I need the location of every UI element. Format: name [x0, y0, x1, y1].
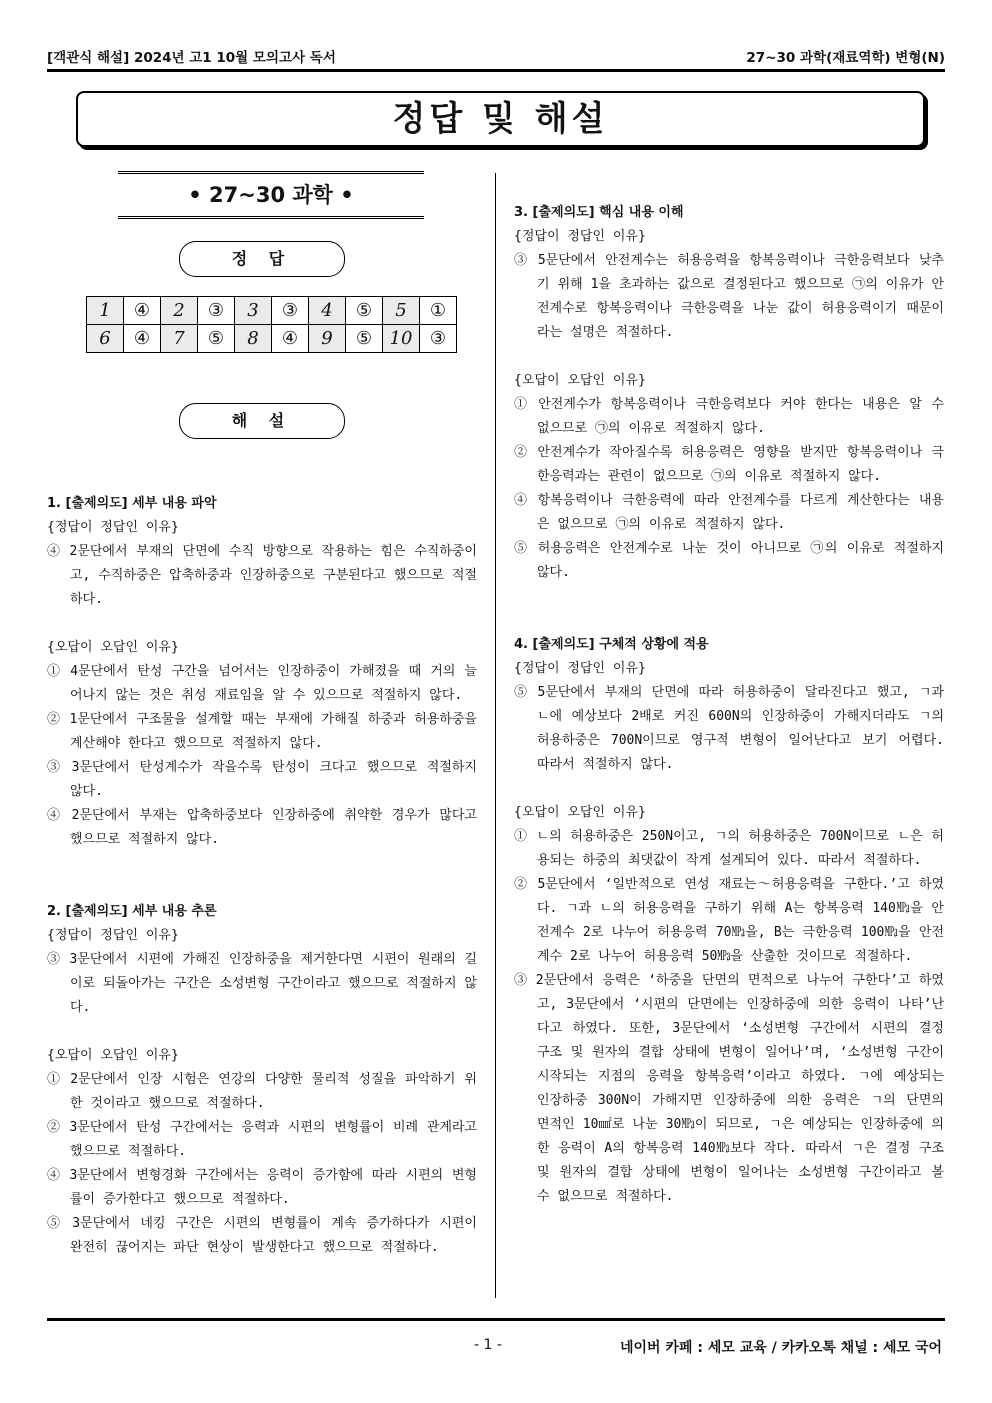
answer-choice: ④	[272, 325, 309, 353]
question-heading: 4. [출제의도] 구체적 상황에 적용	[514, 637, 709, 652]
explanation-item: ③ 2문단에서 응력은 ‘하중을 단면의 면적으로 나누어 구한다’고 하였고, 3문단에서 ‘시편의 단면에는 인장하중에 의한 응력이 나타’난다고 하였다. 또한, 3문단에서 ‘소성변형 구간에서 시편의 결정 구조 및 원자의 결합 상태에 변형이 일어나’며, ‘소성변형 구간이 시작되는 지점의 응력을 항복응력’이라고 하였다. ㄱ에 예상되는 인장하중 300N이 가해지면 인장하중에 의한 응력은 ㄱ의 단면의 면적인 10㎟로 나눈 30㎫이 되므로, ㄱ은 예상되는 인장하중에 의한 응력이 A의 항복응력 140㎫보다 작다. 따라서 ㄱ은 결정 구조 및 원자의 결합 상태에 변형이 일어나는 소성변형 구간이라고 볼 수 없으므로 적절하다.	[514, 973, 944, 1204]
explanation-item: ① 4문단에서 탄성 구간을 넘어서는 인장하중이 가해졌을 때 거의 늘어나지 않는 것은 취성 재료임을 알 수 있으므로 적절하지 않다.	[47, 664, 477, 703]
reason-subheading: {정답이 정답인 이유}	[47, 928, 179, 943]
explanation-item: ② 5문단에서 ‘일반적으로 연성 재료는～허용응력을 구한다.’고 하였다. ㄱ과 ㄴ의 허용응력을 구하기 위해 A는 항복응력 140㎫을 안전계수 2로 나누어 허용응력 70㎫을, B는 극한응력 100㎫을 안전계수 2로 나누어 허용응력 50㎫을 산출한 것이므로 적절하다.	[514, 877, 944, 964]
explanation-item: ② 1문단에서 구조물을 설계할 때는 부재에 가해질 하중과 허용하중을 계산해야 한다고 했으므로 적절하지 않다.	[47, 712, 477, 751]
reason-subheading: {정답이 정답인 이유}	[514, 661, 646, 676]
explanation-item: ⑤ 허용응력은 안전계수로 나눈 것이 아니므로 ㉠의 이유로 적절하지 않다.	[514, 541, 944, 580]
answer-row	[87, 297, 457, 325]
question-number: 6	[87, 325, 124, 353]
reason-subheading: {오답이 오답인 이유}	[514, 373, 646, 388]
question-heading: 1. [출제의도] 세부 내용 파악	[47, 496, 217, 511]
reason-subheading: {오답이 오답인 이유}	[47, 640, 179, 655]
section-title: • 27~30 과학 •	[118, 171, 424, 219]
explanation-item: ① 2문단에서 인장 시험은 연강의 다양한 물리적 성질을 파악하기 위한 것이라고 했으므로 적절하다.	[47, 1072, 477, 1111]
explanation-item: ④ 3문단에서 변형경화 구간에서는 응력이 증가함에 따라 시편의 변형률이 증가한다고 했으므로 적절하다.	[47, 1168, 477, 1207]
footer-rule	[47, 1318, 945, 1321]
question-heading: 3. [출제의도] 핵심 내용 이해	[514, 205, 684, 220]
answer-choice: ③	[198, 297, 235, 325]
header-rule	[47, 69, 945, 72]
answer-choice: ③	[420, 325, 457, 353]
page-number: - 1 -	[474, 1337, 502, 1353]
answer-row	[87, 325, 457, 353]
question-number: 8	[235, 325, 272, 353]
answer-choice: ⑤	[346, 297, 383, 325]
answer-choice: ④	[124, 297, 161, 325]
explanation-item: ④ 2문단에서 부재의 단면에 수직 방향으로 작용하는 힘은 수직하중이고, 수직하중은 압축하중과 인장하중으로 구분된다고 했으므로 적절하다.	[47, 544, 477, 607]
spacer	[47, 1020, 477, 1044]
question-number: 4	[309, 297, 346, 325]
reason-subheading: {정답이 정답인 이유}	[47, 520, 179, 535]
spacer	[514, 345, 944, 369]
question-heading: 2. [출제의도] 세부 내용 추론	[47, 904, 217, 919]
explanation-item: ② 3문단에서 탄성 구간에서는 응력과 시편의 변형률이 비례 관계라고 했으므로 적절하다.	[47, 1120, 477, 1159]
page-header	[47, 44, 945, 66]
spacer	[47, 852, 477, 876]
right-column	[514, 201, 944, 1209]
explanation-item: ④ 2문단에서 부재는 압축하중보다 인장하중에 취약한 경우가 많다고 했으므로 적절하지 않다.	[47, 808, 477, 847]
question-number: 1	[87, 297, 124, 325]
answer-choice: ⑤	[198, 325, 235, 353]
left-column	[47, 492, 477, 1260]
explanation-item: ③ 5문단에서 안전계수는 허용응력을 항복응력이나 극한응력보다 낮추기 위해 1을 초과하는 값으로 결정된다고 했으므로 ㉠의 이유가 안전계수로 항복응력이나 극한응력을 나눈 값이 허용응력이기 때문이라는 설명은 적절하다.	[514, 253, 944, 340]
explanation-item: ① 안전계수가 항복응력이나 극한응력보다 커야 한다는 내용은 알 수 없으므로 ㉠의 이유로 적절하지 않다.	[514, 397, 944, 436]
explanation-item: ⑤ 3문단에서 네킹 구간은 시편의 변형률이 계속 증가하다가 시편이 완전히 끊어지는 파단 현상이 발생한다고 했으므로 적절하다.	[47, 1216, 477, 1255]
explanation-item: ⑤ 5문단에서 부재의 단면에 따라 허용하중이 달라진다고 했고, ㄱ과 ㄴ에 예상보다 2배로 커진 600N의 인장하중이 가해지더라도 ㄱ의 허용하중은 700N이므로 영구적 변형이 일어난다고 보기 어렵다. 따라서 적절하지 않다.	[514, 685, 944, 772]
answer-choice: ④	[124, 325, 161, 353]
answer-table	[86, 296, 457, 353]
answer-choice: ③	[272, 297, 309, 325]
header-right-text: 27~30 과학(재료역학) 변형(N)	[746, 50, 945, 66]
spacer	[514, 609, 944, 633]
spacer	[47, 612, 477, 636]
reason-subheading: {오답이 오답인 이유}	[514, 805, 646, 820]
answer-label: 정 답	[179, 241, 345, 277]
explanation-item: ③ 3문단에서 시편에 가해진 인장하중을 제거한다면 시편이 원래의 길이로 되돌아가는 구간은 소성변형 구간이라고 했으므로 적절하지 않다.	[47, 952, 477, 1015]
question-number: 9	[309, 325, 346, 353]
explanation-item: ① ㄴ의 허용하중은 250N이고, ㄱ의 허용하중은 700N이므로 ㄴ은 허용되는 하중의 최댓값이 작게 설계되어 있다. 따라서 적절하다.	[514, 829, 944, 868]
reason-subheading: {오답이 오답인 이유}	[47, 1048, 179, 1063]
explanation-item: ④ 항복응력이나 극한응력에 따라 안전계수를 다르게 계산한다는 내용은 없으므로 ㉠의 이유로 적절하지 않다.	[514, 493, 944, 532]
page-title: 정답 및 해설	[76, 91, 925, 147]
footer-credit: 네이버 카페 : 세모 교육 / 카카오톡 채널 : 세모 국어	[619, 1340, 942, 1356]
answer-choice: ①	[420, 297, 457, 325]
question-number: 5	[383, 297, 420, 325]
explanation-label: 해 설	[179, 403, 345, 439]
question-number: 2	[161, 297, 198, 325]
spacer	[514, 777, 944, 801]
question-number: 7	[161, 325, 198, 353]
explanation-item: ③ 3문단에서 탄성계수가 작을수록 탄성이 크다고 했으므로 적절하지 않다.	[47, 760, 477, 799]
answer-choice: ⑤	[346, 325, 383, 353]
reason-subheading: {정답이 정답인 이유}	[514, 229, 646, 244]
explanation-item: ② 안전계수가 작아질수록 허용응력은 영향을 받지만 항복응력이나 극한응력과는 관련이 없으므로 ㉠의 이유로 적절하지 않다.	[514, 445, 944, 484]
question-number: 3	[235, 297, 272, 325]
header-left-text: [객관식 해설] 2024년 고1 10월 모의고사 독서	[47, 50, 336, 66]
spacer	[514, 585, 944, 609]
spacer	[47, 876, 477, 900]
question-number: 10	[383, 325, 420, 353]
column-divider	[495, 173, 496, 1298]
